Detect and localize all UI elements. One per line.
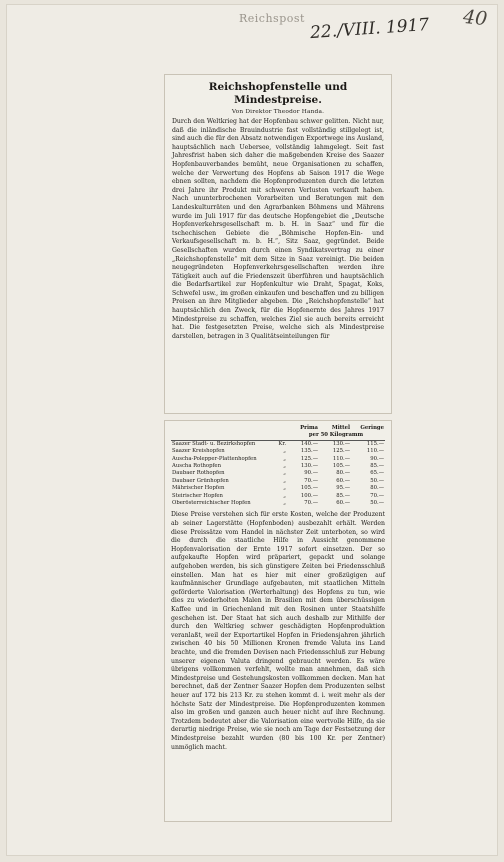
cell-prima: 140.— [287, 440, 319, 448]
cell-prima: 130.— [300, 463, 318, 470]
newspaper-clipping-top [164, 74, 392, 414]
cell-prima: 90.— [304, 470, 318, 477]
cell-name: Auscha Rothopfen [172, 463, 221, 470]
cell-unit: „ [283, 463, 286, 470]
cell-name: Saazer Kreishopfen [172, 448, 225, 455]
cell-geringe: 80.— [370, 485, 384, 492]
cell-name: Saazer Stadt- u. Bezirkshopfen [171, 440, 275, 448]
cell-mittel: 85.— [336, 492, 350, 499]
cell-unit: „ [283, 485, 286, 492]
article-continuation: Diese Preise verstehen sich für erste Kosten, welche der Produzent ab seiner Lagerstätte (Hopfenboden) ausbezahlt erhält. Werden diese Preissätze vom Handel in nächster Zeit unterboten, so wird die durch die staatliche Hilfe in Aussicht genommene Hopfenvalorisation der Ernte 1917 sofort einsetzen. Der so aufgekaufte Hopfen wird präpariert, gepackt und solange aufgehoben werden, bis sich günstigere Zeiten bei Friedensschluß einstellen. Man hat es hier mit einer großzügigen auf kaufmännischer Grundlage aufgebauten, mit staatlichen Mitteln geförderte Valorisation (Werterhaltung) des Hopfens zu tun, wie dies zu wiederholten Malen in Brasilien mit dem überschüssigen Kaffee und in Griechenland mit den Rosinen unter Staatshilfe geschehen ist. Der Staat hat sich auch deshalb zur Mithilfe der durch den Weltkrieg schwer geschädigten Hopfenproduktion veranlaßt, weil der Exportartikel Hopfen in Friedensjahren jährlich zwischen 40 bis 50 Millionen Kronen fremde Valuta ins Land brachte, und die fremden Devisen nach Friedensschluß zur Hebung unserer eigenen Valuta dringend gebraucht werden. Es wäre übrigens vollkommen verfehlt, wollte man annehmen, daß sich Mindestpreise und Gestehungskosten vollkommen decken. Man hat berechnet, daß der Zentner Saazer Hopfen dem Produzenten selbst heuer auf 172 bis 213 Kr. zu stehen kommt d. i. weit mehr als der höchste Satz der Mindestpreise. Die Hopfenproduzenten kommen also im großen und ganzen auch heuer nicht auf ihre Rechnung. Trotzdem bedeutet aber die Valorisation eine wertvolle Hilfe, da sie derartig niedrige Preise, wie sie noch am Tage der Festsetzung der Mindestpreise bezahlt wurden (80 bis 100 Kr. per Zentner) unmöglich macht. [171, 511, 385, 751]
table-row [171, 456, 385, 463]
cell-mittel: 95.— [336, 485, 350, 492]
cell-name: Mährischer Hopfen [172, 485, 225, 492]
cell-prima: 100.— [300, 492, 318, 499]
header-geringe: Geringe [360, 425, 384, 431]
cell-unit: „ [283, 500, 286, 507]
cell-mittel: 130.— [319, 440, 351, 448]
table-row [171, 448, 385, 455]
price-table [171, 425, 385, 507]
table-row [171, 478, 385, 485]
table-row [171, 440, 385, 448]
cell-geringe: 70.— [370, 492, 384, 499]
table-row [171, 463, 385, 470]
cell-name: Oberösterreichischer Hopfen [172, 500, 251, 507]
cell-mittel: 60.— [336, 500, 350, 507]
cell-name: Auscha-Polepper-Plattenhopfen [172, 455, 257, 462]
cell-geringe: 90.— [370, 455, 384, 462]
cell-name: Daubaer Grünhopfen [172, 477, 229, 484]
newspaper-clipping-bottom [164, 420, 392, 822]
article-paragraph: Durch den Weltkrieg hat der Hopfenbau schwer gelitten. Nicht nur, daß die inländische Brauindustrie fast vollständig stillgelegt ist, sind auch die für den Absatz notwendigen Exportwege ins Ausland, hauptsächlich nach Uebersee, vollständig lahmgelegt. Seit fast Jahresfrist haben sich daher die maßgebenden Kreise des Saazer Hopfenbauverbandes bemüht, neue Organisationen zu schaffen, welche der Verwertung des Hopfens ab Saison 1917 die Wege ebnen sollten, nachdem die Hopfenproduzenten durch die letzten drei Jahre ihr Produkt mit schweren Verlusten verkauft haben. Nach ununterbrochenen Vorarbeiten und Beratungen mit den Landeskulturräten und den Agrarbanken Böhmens und Mährens wurde im Juli 1917 für das deutsche Hopfengebiet die „Deutsche Hopfenverkehrsgesellschaft m. b. H. in Saaz“ und für die tschechischen Gebiete die „Böhmische Hopfen-Ein- und Verkaufsgesellschaft m. b. H.“, Sitz Saaz, gegründet. Beide Gesellschaften wurden durch einen Syndikatsvertrag zu einer „Reichshopfenstelle“ mit dem Sitze in Saaz vereinigt. Die beiden neugegründeten Hopfenverkehrsgesellschaften werden ihre Tätigkeit auch auf die Friedenszeit überführen und hauptsächlich die Bedarfsartikel zur Hopfenkultur wie Draht, Spagat, Koks, Schwefel usw., im großen einkaufen und beschaffen und zu billigen Preisen an ihre Mitglieder abgeben. Die „Reichshopfenstelle“ hat hauptsächlich den Zweck, für die Hopfenernte des Jahres 1917 Mindestpreise zu schaffen, welches Ziel sie auch bereits erreicht hat. Die festgesetzten Preise, welche sich als Mindestpreise darstellen, betragen in 3 Qualitätseinteilungen für [172, 118, 384, 340]
price-subheader: per 50 Kilogramm [308, 432, 364, 439]
cell-geringe: 110.— [366, 448, 384, 455]
cell-unit: Kr. [275, 440, 287, 448]
cell-prima: 70.— [304, 500, 318, 507]
cell-mittel: 125.— [332, 448, 350, 455]
cell-mittel: 60.— [336, 477, 350, 484]
article-title: Reichshopfenstelle und Mindestpreise. [208, 81, 348, 106]
cell-mittel: 105.— [332, 463, 350, 470]
cell-name: Daubaer Rothopfen [172, 470, 225, 477]
cell-prima: 125.— [300, 455, 318, 462]
cell-prima: 70.— [304, 477, 318, 484]
cell-mittel: 80.— [336, 470, 350, 477]
table-row [171, 485, 385, 492]
cell-unit: „ [283, 477, 286, 484]
table-row [171, 493, 385, 500]
header-prima: Prima [300, 425, 318, 431]
newspaper-stamp: Reichspost [239, 12, 305, 25]
table-row [171, 470, 385, 477]
cell-mittel: 110.— [332, 455, 350, 462]
cell-unit: „ [283, 455, 286, 462]
cell-geringe: 50.— [370, 477, 384, 484]
header-mittel: Mittel [331, 425, 350, 431]
table-row [171, 500, 385, 507]
cell-prima: 135.— [300, 448, 318, 455]
cell-geringe: 115.— [351, 440, 385, 448]
cell-unit: „ [283, 448, 286, 455]
cell-geringe: 50.— [370, 500, 384, 507]
cell-geringe: 85.— [370, 463, 384, 470]
cell-name: Steirischer Hopfen [172, 492, 223, 499]
cell-prima: 105.— [300, 485, 318, 492]
cell-unit: „ [283, 492, 286, 499]
article-byline: Von Direktor Theodor Handa. [231, 109, 325, 115]
cell-unit: „ [283, 470, 286, 477]
handwritten-date: 22./VIII. 1917 [309, 14, 430, 44]
page-number: 40 [461, 5, 489, 31]
cell-geringe: 65.— [370, 470, 384, 477]
